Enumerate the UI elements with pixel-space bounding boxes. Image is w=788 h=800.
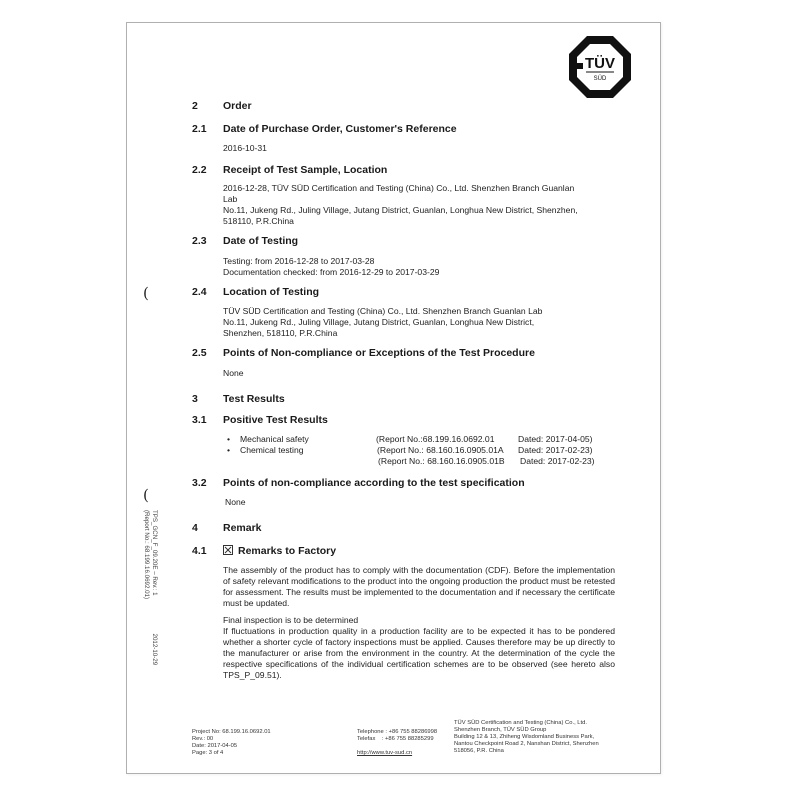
form-date: 2012-10-29 xyxy=(151,633,158,666)
section-number: 2.3 xyxy=(192,235,207,247)
footer-telephone: Telephone : +86 755 88286998 xyxy=(357,729,438,735)
bullet: • xyxy=(227,434,231,444)
result-date: Dated: 2017-02-23) xyxy=(518,445,593,455)
result-name: Chemical testing xyxy=(240,445,304,455)
result-name: Mechanical safety xyxy=(240,434,309,444)
section-title-positive-results: Positive Test Results xyxy=(223,414,328,426)
section-title-receipt: Receipt of Test Sample, Location xyxy=(223,164,388,176)
section-number: 3.1 xyxy=(192,414,207,426)
non-compliance-value: None xyxy=(223,368,244,378)
section-title-test-results: Test Results xyxy=(223,393,285,405)
form-id: TPS_GCN_F_09.20E – Rev.: 1 xyxy=(151,510,158,596)
section-number: 2.2 xyxy=(192,164,207,176)
footer-address xyxy=(454,720,599,755)
section-number: 2 xyxy=(192,100,198,112)
footer-address-line: Nantou Checkpoint Road 2, Nanshan District, Shenzhen xyxy=(454,741,599,747)
section-number: 3.2 xyxy=(192,477,207,489)
final-inspection-heading: Final inspection is to be determined xyxy=(223,615,359,625)
footer-address-line: Building 12 & 13, Zhiheng Wisdomland Business Park, xyxy=(454,734,595,740)
result-report-number: (Report No.: 68.160.16.0905.01A xyxy=(377,445,504,455)
result-report-number: (Report No.:68.199.16.0692.01 xyxy=(376,434,495,444)
spec-non-compliance-value: None xyxy=(225,497,246,507)
location-line: TÜV SÜD Certification and Testing (China) Co., Ltd. Shenzhen Branch Guanlan Lab xyxy=(223,306,543,316)
footer-rev: Rev.: 00 xyxy=(192,736,214,742)
footer-project-no: Project No: 68.199.16.0692.01 xyxy=(192,729,271,735)
location-line: Shenzhen, 518110, P.R.China xyxy=(223,328,338,338)
section-title-non-compliance: Points of Non-compliance or Exceptions of the Test Procedure xyxy=(223,347,535,359)
report-reference: (Report No.: 68.199.16.0692.01) xyxy=(143,510,150,600)
section-title-order: Order xyxy=(223,100,252,112)
receipt-line: No.11, Jukeng Rd., Juling Village, Jutang District, Guanlan, Longhua New District, Shenzhen, xyxy=(223,205,578,215)
section-number: 2.5 xyxy=(192,347,207,359)
footer-project-info xyxy=(192,729,271,757)
receipt-line: Lab xyxy=(223,194,238,204)
section-number: 4.1 xyxy=(192,545,207,557)
receipt-line: 518110, P.R.China xyxy=(223,216,294,226)
svg-text:TÜV: TÜV xyxy=(585,55,615,72)
remarks-paragraph-fluctuations: If fluctuations in production quality in a production facility are to be expected it has to be pondered whether a shorter cycle of factory inspections must be applied. Causes therefore may be up directly to the manufacturer or arise from the environment in the country. At the determination of the cycle the respective specifications of the individual certification schemes are to be observed (see hereto also TPS_P_09.51). xyxy=(223,626,615,680)
testing-dates: Testing: from 2016-12-28 to 2017-03-28 xyxy=(223,256,375,266)
section-title-remark: Remark xyxy=(223,522,262,534)
footer-telefax: Telefax : +86 755 88285299 xyxy=(357,736,434,742)
footer-contact xyxy=(357,729,437,757)
footer-address-line: Shenzhen Branch, TÜV SÜD Group xyxy=(454,727,547,733)
checked-box-icon xyxy=(223,545,233,555)
purchase-order-date: 2016-10-31 xyxy=(223,143,267,153)
section-title-remarks-to-factory: Remarks to Factory xyxy=(238,545,337,557)
result-date: Dated: 2017-04-05) xyxy=(518,434,593,444)
section-number: 2.1 xyxy=(192,123,207,135)
section-title-date-of-testing: Date of Testing xyxy=(223,235,299,247)
footer-website-link[interactable]: http://www.tuv-sud.cn xyxy=(357,750,413,756)
location-line: No.11, Jukeng Rd., Juling Village, Jutang District, Guanlan, Longhua New District, xyxy=(223,317,535,327)
bullet: • xyxy=(227,445,231,455)
section-number: 4 xyxy=(192,522,198,534)
section-title-location-of-testing: Location of Testing xyxy=(223,286,320,298)
remarks-paragraph-assembly: The assembly of the product has to comply with the documentation (CDF). Before the implementation of safety relevant modifications to the product into the ongoing production the product must be retested for assessment. The results must be implemented to the documentation and if necessary the certificate must be updated. xyxy=(223,565,615,608)
margin-bracket-mark: ( xyxy=(143,486,149,504)
result-date: Dated: 2017-02-23) xyxy=(520,456,595,466)
section-title-purchase-order: Date of Purchase Order, Customer's Reference xyxy=(223,123,457,135)
margin-bracket-mark: ( xyxy=(143,284,149,302)
tuv-sud-logo-icon xyxy=(567,34,633,100)
section-number: 2.4 xyxy=(192,286,207,298)
documentation-dates: Documentation checked: from 2016-12-29 to 2017-03-29 xyxy=(223,267,440,277)
footer-address-line: 518056, P.R. China xyxy=(454,748,504,754)
section-number: 3 xyxy=(192,393,198,405)
result-report-number: (Report No.: 68.160.16.0905.01B xyxy=(378,456,505,466)
receipt-line: 2016-12-28, TÜV SÜD Certification and Testing (China) Co., Ltd. Shenzhen Branch Guanlan xyxy=(223,183,575,193)
footer-address-line: TÜV SÜD Certification and Testing (China) Co., Ltd. xyxy=(454,720,587,726)
section-title-spec-non-compliance: Points of non-compliance according to the test specification xyxy=(223,477,525,489)
side-margin-form-info xyxy=(142,510,158,665)
footer-date: Date: 2017-04-05 xyxy=(192,743,238,749)
svg-text:SÜD: SÜD xyxy=(593,76,607,82)
footer-page: Page: 3 of 4 xyxy=(192,750,224,756)
